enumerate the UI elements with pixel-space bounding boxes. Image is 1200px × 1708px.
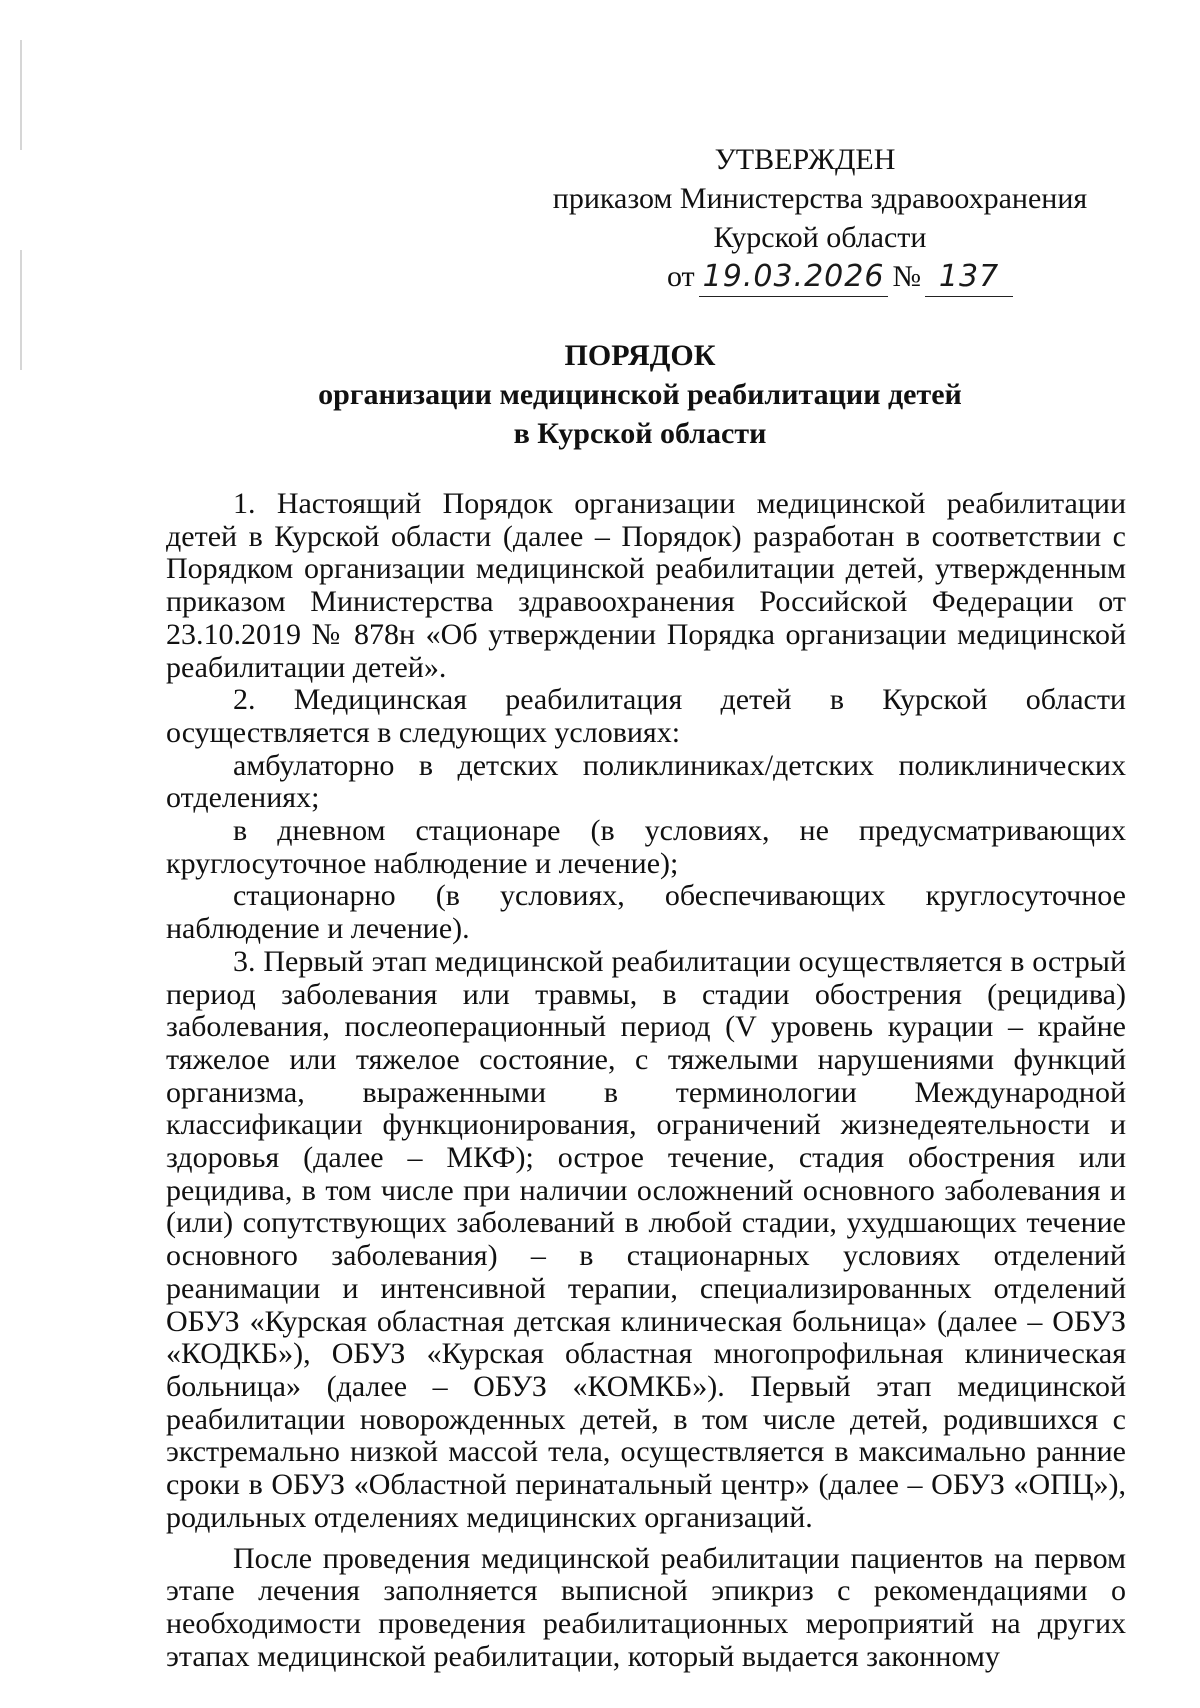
- paragraph-3: 3. Первый этап медицинской реабилитации осуществляется в острый период заболевания или травмы, в стадии обострения (рецидива) заболевания, послеоперационный период (V уровень курации – крайне тяжелое или тяжелое состояние, с тяжелыми нарушениями функций организма, выраженными в терминологии Международной классификации функционирования, ограничений жизнедеятельности и здоровья (далее – МКФ); острое течение, стадия обострения или рецидива, в том числе при наличии осложнений основного заболевания и (или) сопутствующих заболеваний в любой стадии, ухудшающих течение основного заболевания) – в стационарных условиях отделений реанимации и интенсивной терапии, специализированных отделений ОБУЗ «Курская областная детская клиническая больница» (далее – ОБУЗ «КОДКБ»), ОБУЗ «Курская областная многопрофильная клиническая больница» (далее – ОБУЗ «КОМКБ»). Первый этап медицинской реабилитации новорожденных детей, в том числе детей, родившихся с экстремально низкой массой тела, осуществляется в максимально ранние сроки в ОБУЗ «Областной перинатальный центр» (далее – ОБУЗ «ОПЦ»), родильных отделениях медицинских организаций.: [166, 944, 1126, 1534]
- approval-order-line: приказом Министерства здравоохранения: [552, 182, 1088, 215]
- paragraph-discharge: После проведения медицинской реабилитации пациентов на первом этапе лечения заполняется выписной эпикриз с рекомендациями о необходимости проведения реабилитационных мероприятий на других этапах медицинской реабилитации, который выдается законному: [166, 1541, 1126, 1673]
- handwritten-number: 137: [925, 257, 1013, 297]
- number-sign: №: [892, 260, 922, 293]
- scan-edge-mark: [20, 40, 22, 150]
- document-title: ПОРЯДОК: [564, 339, 716, 372]
- handwritten-date: 19.03.2026: [699, 257, 889, 297]
- condition-day-hospital: в дневном стационаре (в условиях, не предусматривающих круглосуточное наблюдение и лечение);: [166, 814, 1126, 880]
- paragraph-2: 2. Медицинская реабилитация детей в Курской области осуществляется в следующих условиях:: [166, 683, 1126, 749]
- date-prefix: от: [666, 260, 695, 293]
- document-subtitle-line2: в Курской области: [513, 417, 767, 450]
- approval-region-line: Курской области: [713, 221, 927, 254]
- condition-inpatient: стационарно (в условиях, обеспечивающих круглосуточное наблюдение и лечение).: [166, 879, 1126, 946]
- approval-date-line: [580, 257, 1100, 297]
- document-title-block: [200, 336, 1080, 453]
- approval-title: УТВЕРЖДЕН: [714, 143, 896, 176]
- approval-stamp-block: [540, 140, 1100, 297]
- scan-edge-mark: [20, 250, 22, 370]
- document-subtitle-line1: организации медицинской реабилитации детей: [318, 378, 962, 411]
- paragraph-1: 1. Настоящий Порядок организации медицинской реабилитации детей в Курской области (далее – Порядок) разработан в соответствии с Порядком организации медицинской реабилитации детей, утвержденным приказом Министерства здравоохранения Российской Федерации от 23.10.2019 № 878н «Об утверждении Порядка организации медицинской реабилитации детей».: [166, 487, 1126, 684]
- document-body: [166, 488, 1126, 1673]
- condition-outpatient: амбулаторно в детских поликлиниках/детских поликлинических отделениях;: [166, 748, 1126, 815]
